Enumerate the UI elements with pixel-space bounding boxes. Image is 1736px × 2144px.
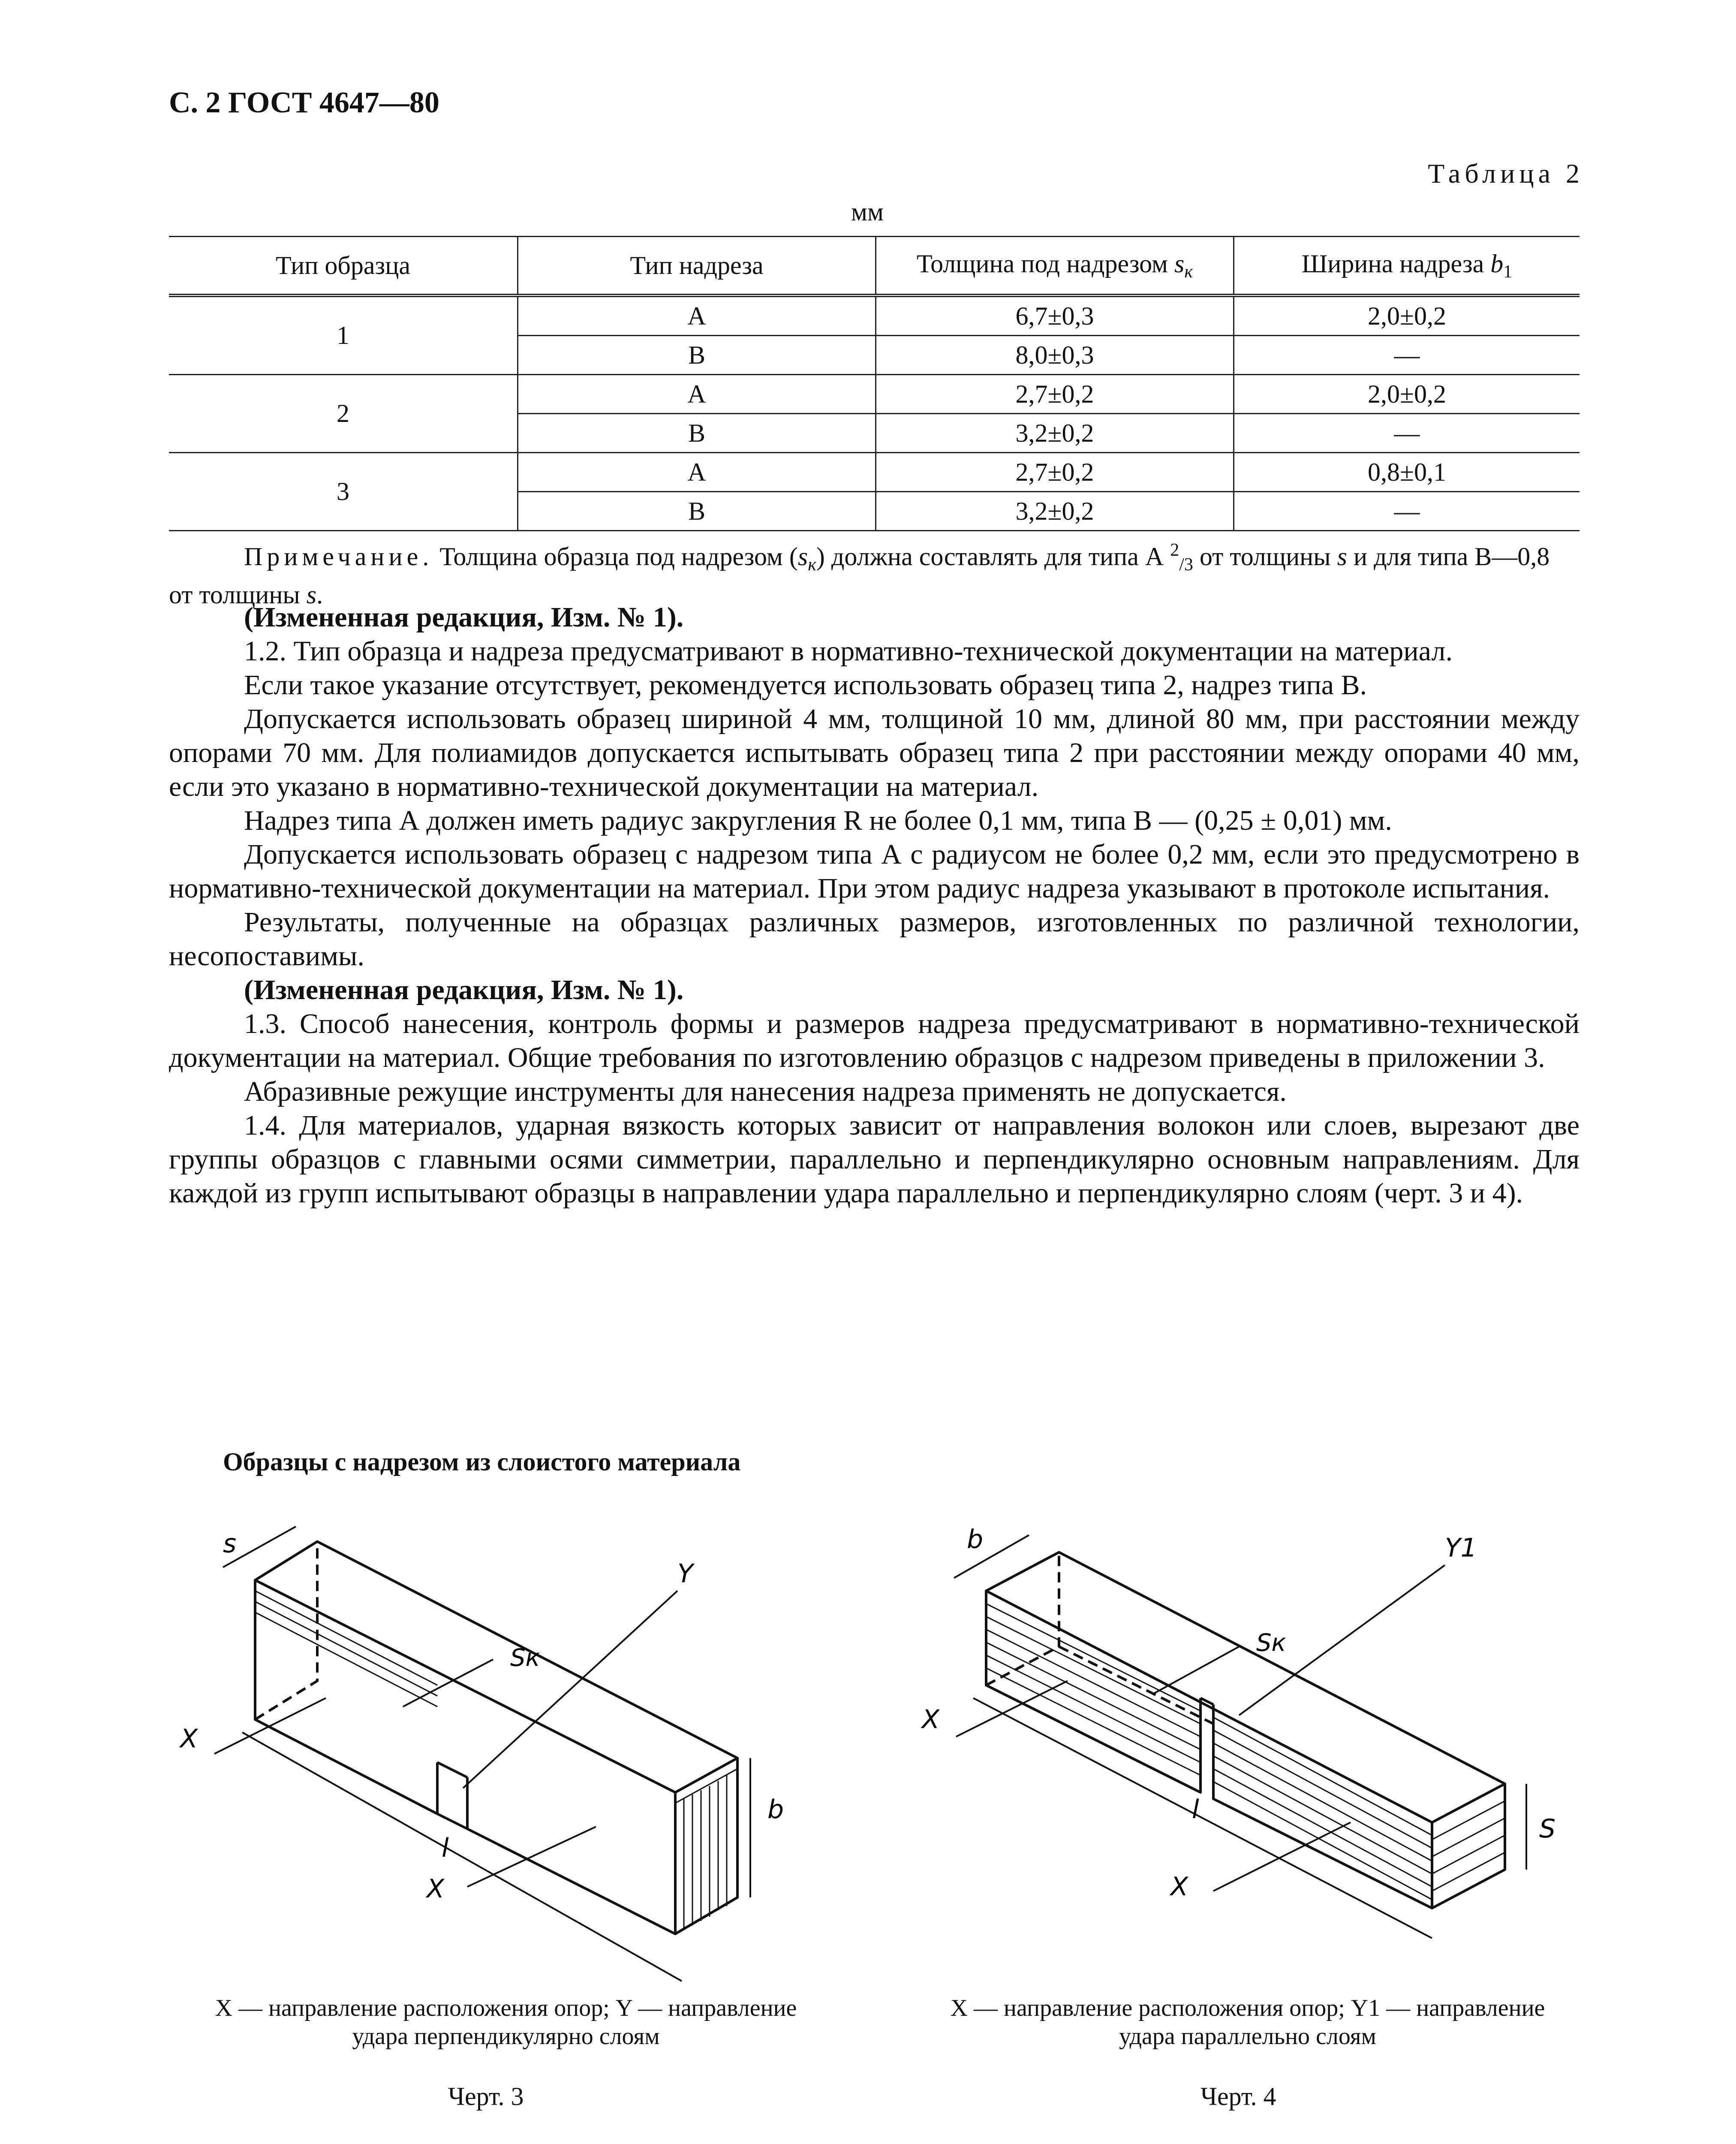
- table-row: [169, 295, 1580, 336]
- note-fraction-num: 2: [1170, 540, 1179, 560]
- note-text-e: .: [316, 581, 323, 609]
- paragraph: 1.4. Для материалов, ударная вязкость которых зависит от направления волокон или слоев, вырезают две группы образцов с главными осями симметрии, параллельно и перпендикулярно основным направлениям. Для каждой из групп испытывают образцы в направлении удара параллельно и перпендикулярно слоям (черт. 3 и 4).: [169, 1110, 1580, 1209]
- cell-thickness: 3,2±0,2: [876, 492, 1234, 531]
- col-width-symbol: b: [1490, 249, 1504, 278]
- fig3-top-face: [255, 1542, 737, 1792]
- fig3-dim-l: [242, 1732, 682, 1981]
- note-symbol-s2: s: [1337, 542, 1347, 571]
- fig4-label-b: b: [967, 1524, 984, 1554]
- col-thickness: [876, 237, 1234, 296]
- figure-3-drawing: [163, 1518, 832, 1990]
- fig4-label-s: S: [1539, 1814, 1556, 1844]
- fig4-caption-line1: X — направление расположения опор; Y1 — направление: [950, 1995, 1545, 2021]
- paragraph: Если такое указание отсутствует, рекомендуется использовать образец типа 2, надрез типа В.: [244, 669, 1367, 701]
- col-thickness-label: Толщина под надрезом: [916, 249, 1168, 278]
- fig3-caption: [163, 1994, 849, 2051]
- table-row: [169, 453, 1580, 492]
- note-symbol-k: к: [808, 555, 816, 575]
- fig4-front-left: [986, 1591, 1200, 1792]
- fig4-label-x1: X: [922, 1704, 940, 1734]
- fig3-label-x2: X: [427, 1874, 445, 1904]
- fig3-label-b: b: [767, 1795, 784, 1825]
- fig3-caption-line1: X — направление расположения опор; Y — направление: [215, 1995, 797, 2021]
- spec-table: [169, 236, 1580, 531]
- paragraph: Допускается использовать образец шириной 4 мм, толщиной 10 мм, длиной 80 мм, при расстоянии между опорами 70 мм. Для полиамидов допускается испытывать образец типа 2 при расстоянии между опорами 40 мм, если это указано в нормативно-технической документации на материал.: [169, 703, 1580, 802]
- fig3-front-right: [467, 1777, 675, 1934]
- table-label: Таблица 2: [1428, 158, 1584, 189]
- col-thickness-subscript: к: [1184, 262, 1193, 282]
- col-width-subscript: 1: [1503, 262, 1513, 282]
- paragraph: Абразивные режущие инструменты для нанесения надреза применять не допускается.: [244, 1076, 1287, 1107]
- cell-notch: А: [518, 453, 876, 492]
- note-lead: Примечание.: [244, 542, 433, 571]
- cell-thickness: 2,7±0,2: [876, 453, 1234, 492]
- fig4-label-y1: Y1: [1445, 1533, 1477, 1563]
- table-unit: мм: [851, 198, 884, 226]
- fig4-dim-l: [973, 1698, 1432, 1938]
- fig4-label-sk: Sк: [1256, 1629, 1286, 1657]
- fig3-notch-bottom: [437, 1814, 467, 1829]
- cell-width: 2,0±0,2: [1234, 375, 1580, 414]
- fig3-hidden-lines: [255, 1542, 317, 1719]
- fig3-notch-top: [437, 1762, 467, 1777]
- fig3-label-sk: Sк: [510, 1644, 540, 1672]
- cell-width: —: [1234, 414, 1580, 453]
- figure-4-drawing: [913, 1514, 1582, 1990]
- paragraph: Допускается использовать образец с надрезом типа А с радиусом не более 0,2 мм, если это предусмотрено в нормативно-технической документации на материал. При этом радиус надреза указывают в протоколе испытания.: [169, 839, 1580, 904]
- note-symbol-s3: s: [306, 581, 317, 609]
- col-width: [1234, 237, 1580, 296]
- fig4-top-face: [986, 1552, 1505, 1822]
- table-row: [169, 375, 1580, 414]
- cell-width: —: [1234, 492, 1580, 531]
- col-notch-type: Тип надреза: [518, 237, 876, 296]
- fig4-dim-b: [954, 1535, 1029, 1578]
- fig4-caption: [909, 1994, 1586, 2051]
- note-text-c: от толщины: [1193, 542, 1337, 571]
- cell-thickness: 6,7±0,3: [876, 295, 1234, 336]
- cell-notch: А: [518, 295, 876, 336]
- cell-width: 0,8±0,1: [1234, 453, 1580, 492]
- cell-notch: В: [518, 492, 876, 531]
- fig3-label-y: Y: [677, 1559, 693, 1589]
- paragraph: 1.2. Тип образца и надреза предусматривают в нормативно-технической документации на материал.: [244, 635, 1453, 667]
- cell-thickness: 2,7±0,2: [876, 375, 1234, 414]
- cell-thickness: 8,0±0,3: [876, 336, 1234, 375]
- fig3-layers: [255, 1591, 737, 1930]
- cell-notch: В: [518, 336, 876, 375]
- fig3-label-l: l: [442, 1833, 449, 1863]
- fig4-arrow-x1: [956, 1681, 1068, 1737]
- fig4-number: Черт. 4: [1200, 2082, 1276, 2111]
- fig3-arrow-y: [463, 1591, 677, 1788]
- fig3-number: Черт. 3: [448, 2082, 524, 2111]
- cell-notch: А: [518, 375, 876, 414]
- note-text-d: и для типа В—0,8 от толщины: [169, 542, 1550, 609]
- cell-thickness: 3,2±0,2: [876, 414, 1234, 453]
- fig4-dim-sk: [1153, 1647, 1239, 1694]
- note-text-b: ) должна составлять для типа А: [816, 542, 1170, 571]
- fig4-label-l: l: [1192, 1795, 1199, 1825]
- fig3-arrow-x2: [467, 1827, 596, 1887]
- cell-sample: 1: [169, 295, 518, 375]
- paragraph: 1.3. Способ нанесения, контроль формы и размеров надреза предусматривают в нормативно-технической документации на материал. Общие требования по изготовлению образцов с надрезом приведены в приложении 3.: [169, 1008, 1580, 1073]
- paragraph: (Измененная редакция, Изм. № 1).: [244, 974, 684, 1006]
- paragraph: Результаты, полученные на образцах различных размеров, изготовленных по различной технологии, несопоставимы.: [169, 906, 1580, 972]
- cell-width: —: [1234, 336, 1580, 375]
- fig3-label-s: s: [223, 1529, 237, 1559]
- figure-title: Образцы с надрезом из слоистого материала: [223, 1448, 741, 1476]
- cell-sample: 2: [169, 375, 518, 453]
- note-text-a: Толщина образца под надрезом (: [433, 542, 798, 571]
- fig3-arrow-x1: [214, 1698, 326, 1754]
- col-sample-type: Тип образца: [169, 237, 518, 296]
- col-thickness-symbol: s: [1174, 249, 1185, 278]
- fig3-dim-sk: [403, 1659, 493, 1707]
- table-header-row: [169, 237, 1580, 296]
- cell-sample: 3: [169, 453, 518, 531]
- fig4-label-x2: X: [1170, 1872, 1188, 1902]
- note-fraction-den: /3: [1179, 555, 1193, 575]
- cell-notch: В: [518, 414, 876, 453]
- paragraph: Надрез типа А должен иметь радиус закругления R не более 0,1 мм, типа В — (0,25 ± 0,01) мм.: [244, 805, 1392, 836]
- fig3-label-x1: X: [180, 1724, 198, 1754]
- body-text: [169, 600, 1580, 1210]
- fig4-caption-line2: удара параллельно слоям: [1119, 2023, 1376, 2050]
- table-note: [169, 535, 1580, 610]
- cell-width: 2,0±0,2: [1234, 295, 1580, 336]
- note-symbol-s: s: [797, 542, 808, 571]
- paragraph: (Измененная редакция, Изм. № 1).: [244, 602, 684, 633]
- fig3-caption-line2: удара перпендикулярно слоям: [352, 2023, 660, 2050]
- fig3-end-face: [675, 1758, 737, 1934]
- col-width-label: Ширина надреза: [1301, 249, 1484, 278]
- page-header: С. 2 ГОСТ 4647—80: [169, 86, 439, 119]
